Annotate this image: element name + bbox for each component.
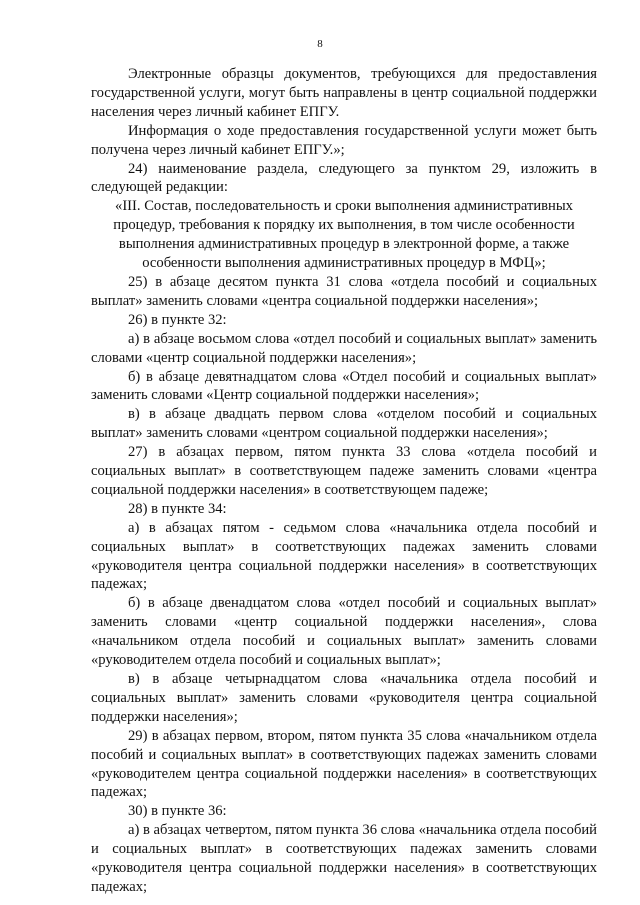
paragraph: 24) наименование раздела, следующего за пунктом 29, изложить в следующей редакции: [91,160,597,196]
paragraph: а) в абзацах четвертом, пятом пункта 36 слова «начальника отдела пособий и социальных выплат» в соответствующих падежах заменить словами «руководителя центра социальной поддержки населения» в соответствующих падежах; [91,822,597,895]
paragraph: а) в абзацах пятом - седьмом слова «начальника отдела пособий и социальных выплат» в соответствующих падежах заменить словами «руководителя центра социальной поддержки населения» в соответствующих падежах; [91,519,597,593]
paragraph: 25) в абзаце десятом пункта 31 слова «отдела пособий и социальных выплат» заменить словами «центра социальной поддержки населения»; [91,273,597,309]
paragraph: Информация о ходе предоставления государственной услуги может быть получена через личный кабинет ЕПГУ.»; [91,122,597,158]
paragraph: а) в абзаце восьмом слова «отдел пособий и социальных выплат» заменить словами «центр социальной поддержки населения»; [91,330,597,366]
paragraph: 27) в абзацах первом, пятом пункта 33 слова «отдела пособий и социальных выплат» в соответствующем падеже заменить словами «центра социальной поддержки населения» в соответствующем падеже; [91,444,597,498]
paragraph: б) в абзаце девятнадцатом слова «Отдел пособий и социальных выплат» заменить словами «Центр социальной поддержки населения»; [91,368,597,404]
paragraph: 26) в пункте 32: [128,311,227,328]
document-body [91,65,597,897]
paragraph: в) в абзаце четырнадцатом слова «начальника отдела пособий и социальных выплат» заменить словами «руководителя центра социальной поддержки населения»; [91,671,597,725]
page-number: 8 [317,38,323,50]
paragraph: б) в абзаце двенадцатом слова «отдел пособий и социальных выплат» заменить словами «центр социальной поддержки населения», слова «начальником отдела пособий и социальных выплат» заменить словами «руководителем отдела пособий и социальных выплат»; [91,595,597,669]
paragraph: 29) в абзацах первом, втором, пятом пункта 35 слова «начальником отдела пособий и социальных выплат» в соответствующих падежах заменить словами «руководителем центра социальной поддержки населения» в соответствующих падежах; [91,727,597,801]
paragraph: 30) в пункте 36: [128,803,227,820]
section-title-quote: «III. Состав, последовательность и сроки выполнения административных процедур, требования к порядку их выполнения, в том числе особенности выполнения административных процедур в электронной форме, а также особенности выполнения административных процедур в МФЦ»; [113,198,575,272]
paragraph: Электронные образцы документов, требующихся для предоставления государственной услуги, могут быть направлены в центр социальной поддержки населения через личный кабинет ЕПГУ. [91,66,597,120]
paragraph: в) в абзаце двадцать первом слова «отделом пособий и социальных выплат» заменить словами «центром социальной поддержки населения»; [91,406,597,442]
paragraph: 28) в пункте 34: [128,500,227,517]
